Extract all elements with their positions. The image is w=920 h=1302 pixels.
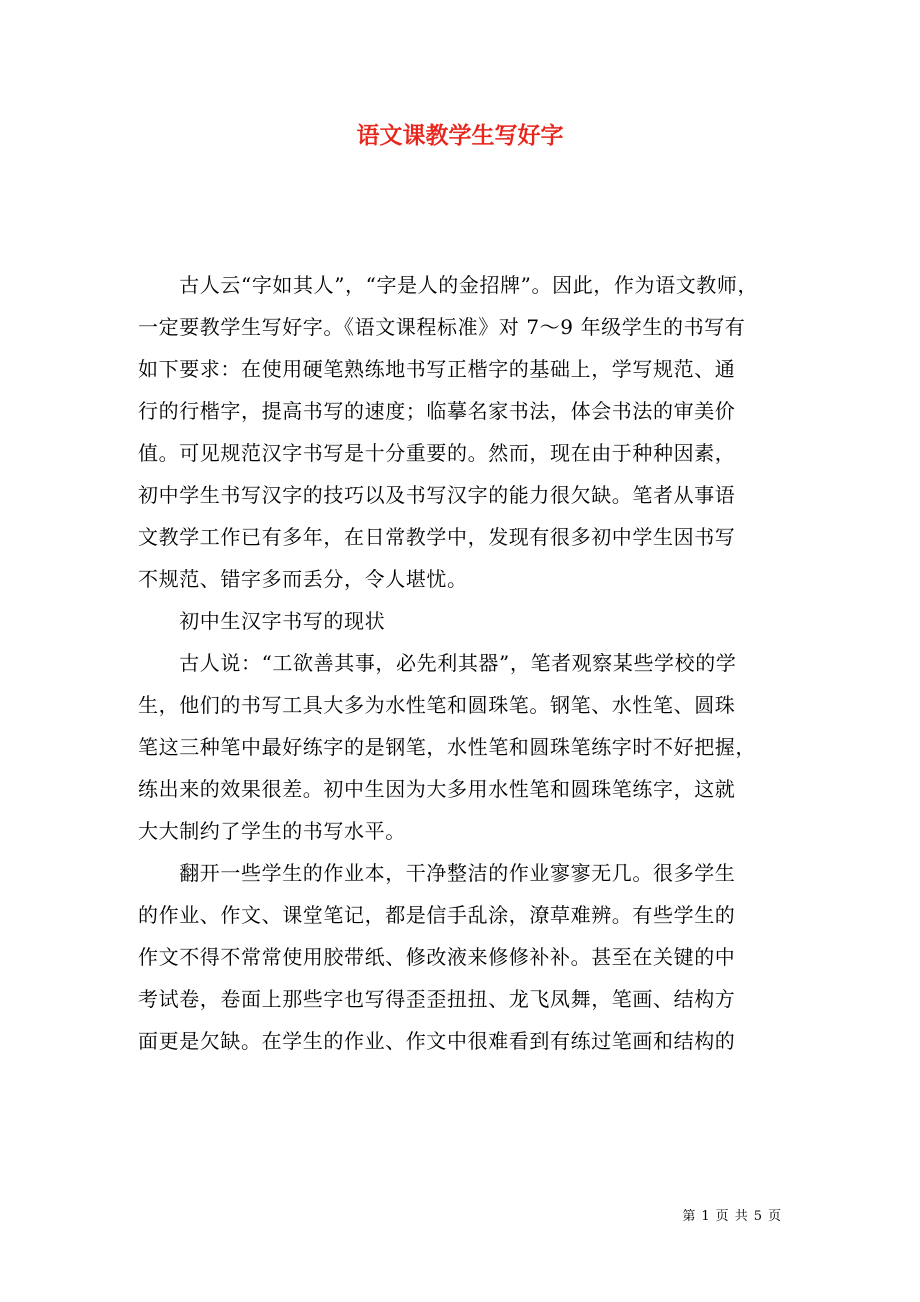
- body-line: 生，他们的书写工具大多为水性笔和圆珠笔。钢笔、水性笔、圆珠: [138, 693, 736, 717]
- page-current: 1: [701, 1209, 710, 1224]
- total-prefix: 共: [734, 1209, 748, 1224]
- page-unit: 页: [715, 1209, 729, 1224]
- page-total: 5: [753, 1209, 762, 1224]
- body-line: 作文不得不常常使用胶带纸、修改液来修修补补。甚至在关键的中: [138, 945, 736, 969]
- body-line: 初中学生书写汉字的技巧以及书写汉字的能力很欠缺。笔者从事语: [138, 483, 736, 507]
- body-line: 面更是欠缺。在学生的作业、作文中很难看到有练过笔画和结构的: [138, 1029, 736, 1053]
- body-line: 文教学工作已有多年，在日常教学中，发现有很多初中学生因书写: [138, 525, 736, 549]
- body-line: 古人云“字如其人”，“字是人的金招牌”。因此，作为语文教师，: [138, 273, 759, 297]
- body-line: 如下要求：在使用硬笔熟练地书写正楷字的基础上，学写规范、通: [138, 357, 736, 381]
- body-line: 一定要教学生写好字。《语文课程标准》对 7～9 年级学生的书写有: [138, 315, 746, 339]
- body-line: 大大制约了学生的书写水平。: [138, 819, 406, 843]
- body-line: 考试卷，卷面上那些字也写得歪歪扭扭、龙飞凤舞，笔画、结构方: [138, 987, 736, 1011]
- page-prefix: 第: [682, 1209, 696, 1224]
- body-line: 翻开一些学生的作业本，干净整洁的作业寥寥无几。很多学生: [138, 861, 736, 885]
- body-line: 不规范、错字多而丢分，令人堪忧。: [138, 567, 468, 591]
- document-title: 语文课教学生写好字: [356, 122, 564, 149]
- body-line: 古人说：“工欲善其事，必先利其器”，笔者观察某些学校的学: [138, 651, 737, 675]
- body-line: 笔这三种笔中最好练字的是钢笔，水性笔和圆珠笔练字时不好把握，: [138, 735, 756, 759]
- page-footer: [682, 1207, 781, 1227]
- body-line: 练出来的效果很差。初中生因为大多用水性笔和圆珠笔练字，这就: [138, 777, 736, 801]
- body-line: 值。可见规范汉字书写是十分重要的。然而，现在由于种种因素，: [138, 441, 736, 465]
- body-line: 行的行楷字，提高书写的速度；临摹名家书法，体会书法的审美价: [138, 399, 736, 423]
- section-heading: 初中生汉字书写的现状: [138, 609, 386, 633]
- total-unit: 页: [767, 1209, 781, 1224]
- body-line: 的作业、作文、课堂笔记，都是信手乱涂，潦草难辨。有些学生的: [138, 903, 736, 927]
